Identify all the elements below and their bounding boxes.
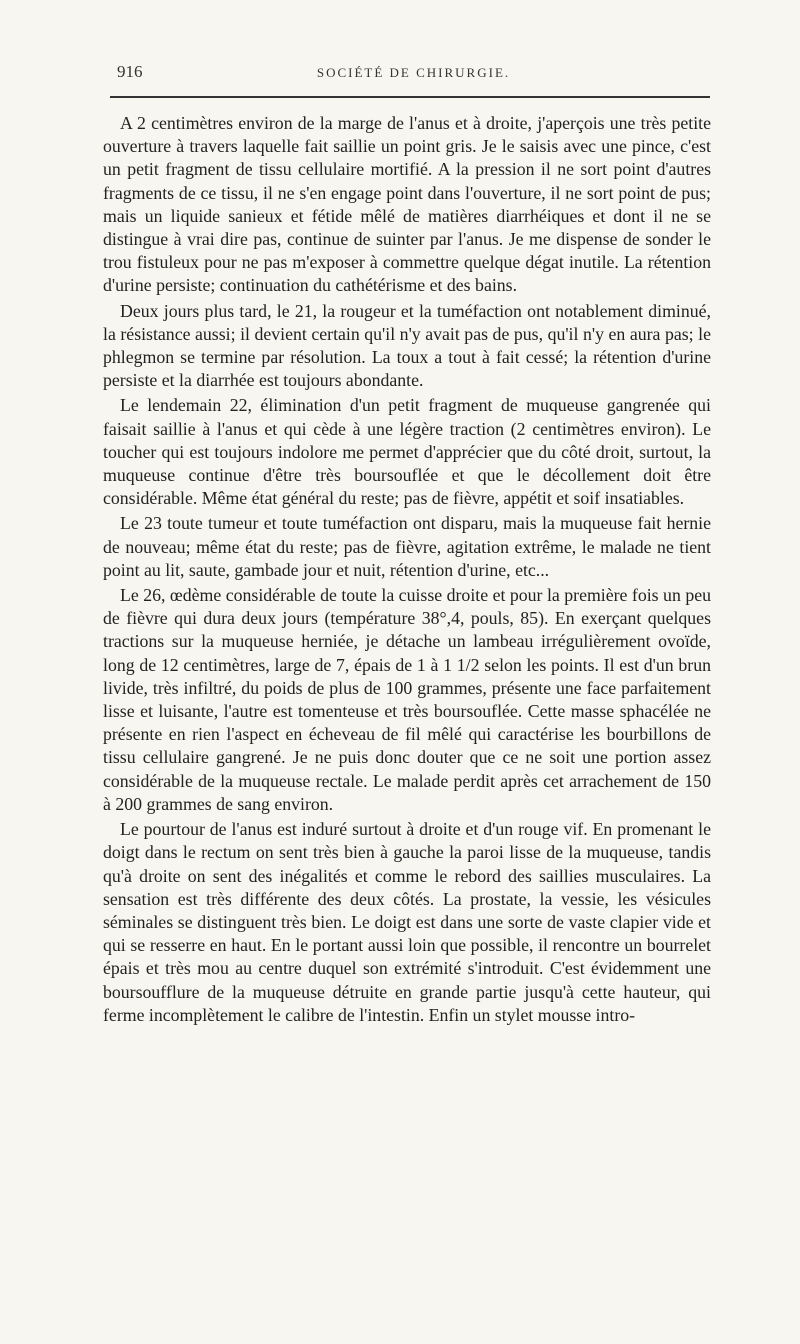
paragraph: Le pourtour de l'anus est induré surtout à droite et d'un rouge vif. En promenant le doigt dans le rectum on sent très bien à gauche la paroi lisse de la muqueuse, tandis qu'à droite on sent des inégalités et comme le rebord des saillies musculaires. La sensation est très différente des deux côtés. La prostate, la vessie, les vésicules séminales se distinguent très bien. Le doigt est dans une sorte de vaste clapier vide et qui se resserre en haut. En le portant aussi loin que possible, il rencontre un bourrelet épais et très mou au centre duquel son extrémité s'introduit. C'est évidemment une boursoufflure de la muqueuse détruite en grande partie jusqu'à cette hauteur, qui ferme incomplètement le calibre de l'intestin. Enfin un stylet mousse intro-: [103, 819, 711, 1025]
header-rule: [110, 96, 710, 98]
running-head: SOCIÉTÉ DE CHIRURGIE.: [316, 65, 511, 80]
body-text: [103, 112, 711, 1027]
paragraph: Le lendemain 22, élimination d'un petit fragment de muqueuse gangrenée qui faisait saillie à l'anus et qui cède à une légère traction (2 centimètres environ). Le toucher qui est toujours indolore me permet d'apprécier que du côté droit, surtout, la muqueuse continue d'être très boursouflée et que le décollement doit être considérable. Même état général du reste; pas de fièvre, appétit et soif insatiables.: [103, 395, 711, 509]
paragraph: Le 26, œdème considérable de toute la cuisse droite et pour la première fois un peu de fièvre qui dura deux jours (température 38°,4, pouls, 85). En exerçant quelques tractions sur la muqueuse herniée, je détache un lambeau irrégulièrement ovoïde, long de 12 centimètres, large de 7, épais de 1 à 1 1/2 selon les points. Il est d'un brun livide, très infiltré, du poids de plus de 100 grammes, présente une face parfaitement lisse et luisante, l'autre est tomenteuse et très boursouflée. Cette masse sphacélée ne présente en rien l'aspect en écheveau de fil mêlé qui caractérise les bourbillons de tissu cellulaire gangrené. Je ne puis donc douter que ce ne soit une portion assez considérable de la muqueuse rectale. Le malade perdit après cet arrachement de 150 à 200 grammes de sang environ.: [103, 585, 711, 814]
page-number: 916: [117, 62, 143, 81]
page-header: [117, 62, 710, 86]
paragraph: Le 23 toute tumeur et toute tuméfaction ont disparu, mais la muqueuse fait hernie de nouveau; même état du reste; pas de fièvre, agitation extrême, le malade ne tient point au lit, saute, gambade jour et nuit, rétention d'urine, etc...: [103, 513, 711, 580]
paragraph: A 2 centimètres environ de la marge de l'anus et à droite, j'aperçois une très petite ouverture à travers laquelle fait saillie un point gris. Je le saisis avec une pince, c'est un petit fragment de tissu cellulaire mortifié. A la pression il ne sort point d'autres fragments de ce tissu, il ne s'en engage point dans l'ouverture, il ne sort point de pus; mais un liquide sanieux et fétide mêlé de matières diarrhéiques et dont il ne se distingue à vrai dire pas, continue de suinter par l'anus. Je me dispense de sonder le trou fistuleux pour ne pas m'exposer à commettre quelque dégat inutile. La rétention d'urine persiste; continuation du cathétérisme et des bains.: [103, 113, 711, 296]
paragraph: Deux jours plus tard, le 21, la rougeur et la tuméfaction ont notablement diminué, la résistance aussi; il devient certain qu'il n'y avait pas de pus, qu'il n'y en aura pas; le phlegmon se termine par résolution. La toux a tout à fait cessé; la rétention d'urine persiste et la diarrhée est toujours abondante.: [103, 300, 711, 391]
